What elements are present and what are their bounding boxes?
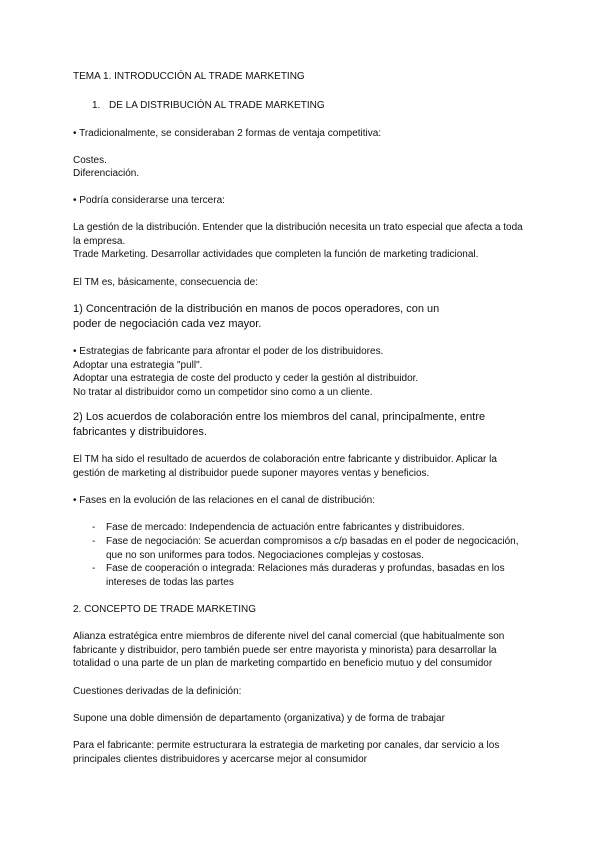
phase-3: [92, 562, 505, 575]
third-line-1: La gestión de la distribución. Entender que la distribución necesita un trato especial que afecta a toda: [73, 222, 523, 233]
alliance-line-3: totalidad o una parte de un plan de marketing compartido en beneficio mutuo y del consumidor: [73, 658, 493, 669]
section-1-heading: [92, 99, 325, 112]
manufacturer-line-1: Para el fabricante: permite estructurara la estrategia de marketing por canales, dar servicio a los: [73, 740, 500, 751]
dash-marker: -: [92, 536, 96, 547]
point-1-line-2: poder de negociación cada vez mayor.: [73, 318, 262, 330]
third-line-3: Trade Marketing. Desarrollar actividades que completen la función de marketing tradicional.: [73, 249, 479, 260]
strategy-line-3: Adoptar una estrategia de coste del producto y ceder la gestión al distribuidor.: [73, 373, 419, 384]
dash-marker: -: [92, 563, 96, 574]
form-costs: Costes.: [73, 155, 107, 166]
point-1-line-1: 1) Concentración de la distribución en manos de pocos operadores, con un: [73, 303, 440, 315]
strategy-line-4: No tratar al distribuidor como un competidor sino como a un cliente.: [73, 387, 373, 398]
document-title: TEMA 1. INTRODUCCIÓN AL TRADE MARKETING: [73, 71, 305, 82]
alliance-line-2: fabricante y distribuidor, pero también puede ser entre mayorista y minorista) para desarrollar la: [73, 645, 497, 656]
phase-2-continuation: que no son uniformes para todos. Negociaciones complejas y costosas.: [106, 550, 424, 561]
form-differentiation: Diferenciación.: [73, 168, 140, 179]
tm-consequence: El TM es, básicamente, consecuencia de:: [73, 277, 258, 288]
phase-2-text: Fase de negociación: Se acuerdan compromisos a c/p basadas en el poder de negocicación,: [106, 536, 519, 547]
section-2-heading: 2. CONCEPTO DE TRADE MARKETING: [73, 604, 256, 615]
questions-line: Cuestiones derivadas de la definición:: [73, 686, 242, 697]
bullet-third: • Podría considerarse una tercera:: [73, 195, 225, 206]
tm-result-line-2: gestión de marketing al distribuidor puede suponer mayores ventas y beneficios.: [73, 468, 430, 479]
point-2-line-2: fabricantes y distribuidores.: [73, 426, 207, 438]
phase-1-text: Fase de mercado: Independencia de actuación entre fabricantes y distribuidores.: [106, 522, 465, 533]
phase-2: [92, 535, 518, 548]
phase-3-text: Fase de cooperación o integrada: Relaciones más duraderas y profundas, basadas en los: [106, 563, 505, 574]
point-2-line-1: 2) Los acuerdos de colaboración entre los miembros del canal, principalmente, entre: [73, 411, 486, 423]
phases-intro: • Fases en la evolución de las relaciones en el canal de distribución:: [73, 495, 376, 506]
bullet-traditional: • Tradicionalmente, se consideraban 2 formas de ventaja competitiva:: [73, 128, 382, 139]
phase-1: [92, 521, 465, 534]
section-1-heading-text: DE LA DISTRIBUCIÓN AL TRADE MARKETING: [109, 100, 325, 111]
alliance-line-1: Alianza estratégica entre miembros de diferente nivel del canal comercial (que habitualmente son: [73, 631, 505, 642]
phase-3-continuation: intereses de todas las partes: [106, 577, 234, 588]
strategy-line-2: Adoptar una estrategia "pull".: [73, 360, 203, 371]
manufacturer-line-2: principales clientes distribuidores y acercarse mejor al consumidor: [73, 754, 368, 765]
dash-marker: -: [92, 522, 96, 533]
section-1-number: 1.: [92, 100, 101, 111]
strategy-line-1: • Estrategias de fabricante para afrontar el poder de los distribuidores.: [73, 346, 384, 357]
double-dimension-line: Supone una doble dimensión de departamento (organizativa) y de forma de trabajar: [73, 713, 445, 724]
tm-result-line-1: El TM ha sido el resultado de acuerdos de colaboración entre fabricante y distribuidor. Aplicar la: [73, 454, 497, 465]
third-line-2: la empresa.: [73, 236, 126, 247]
